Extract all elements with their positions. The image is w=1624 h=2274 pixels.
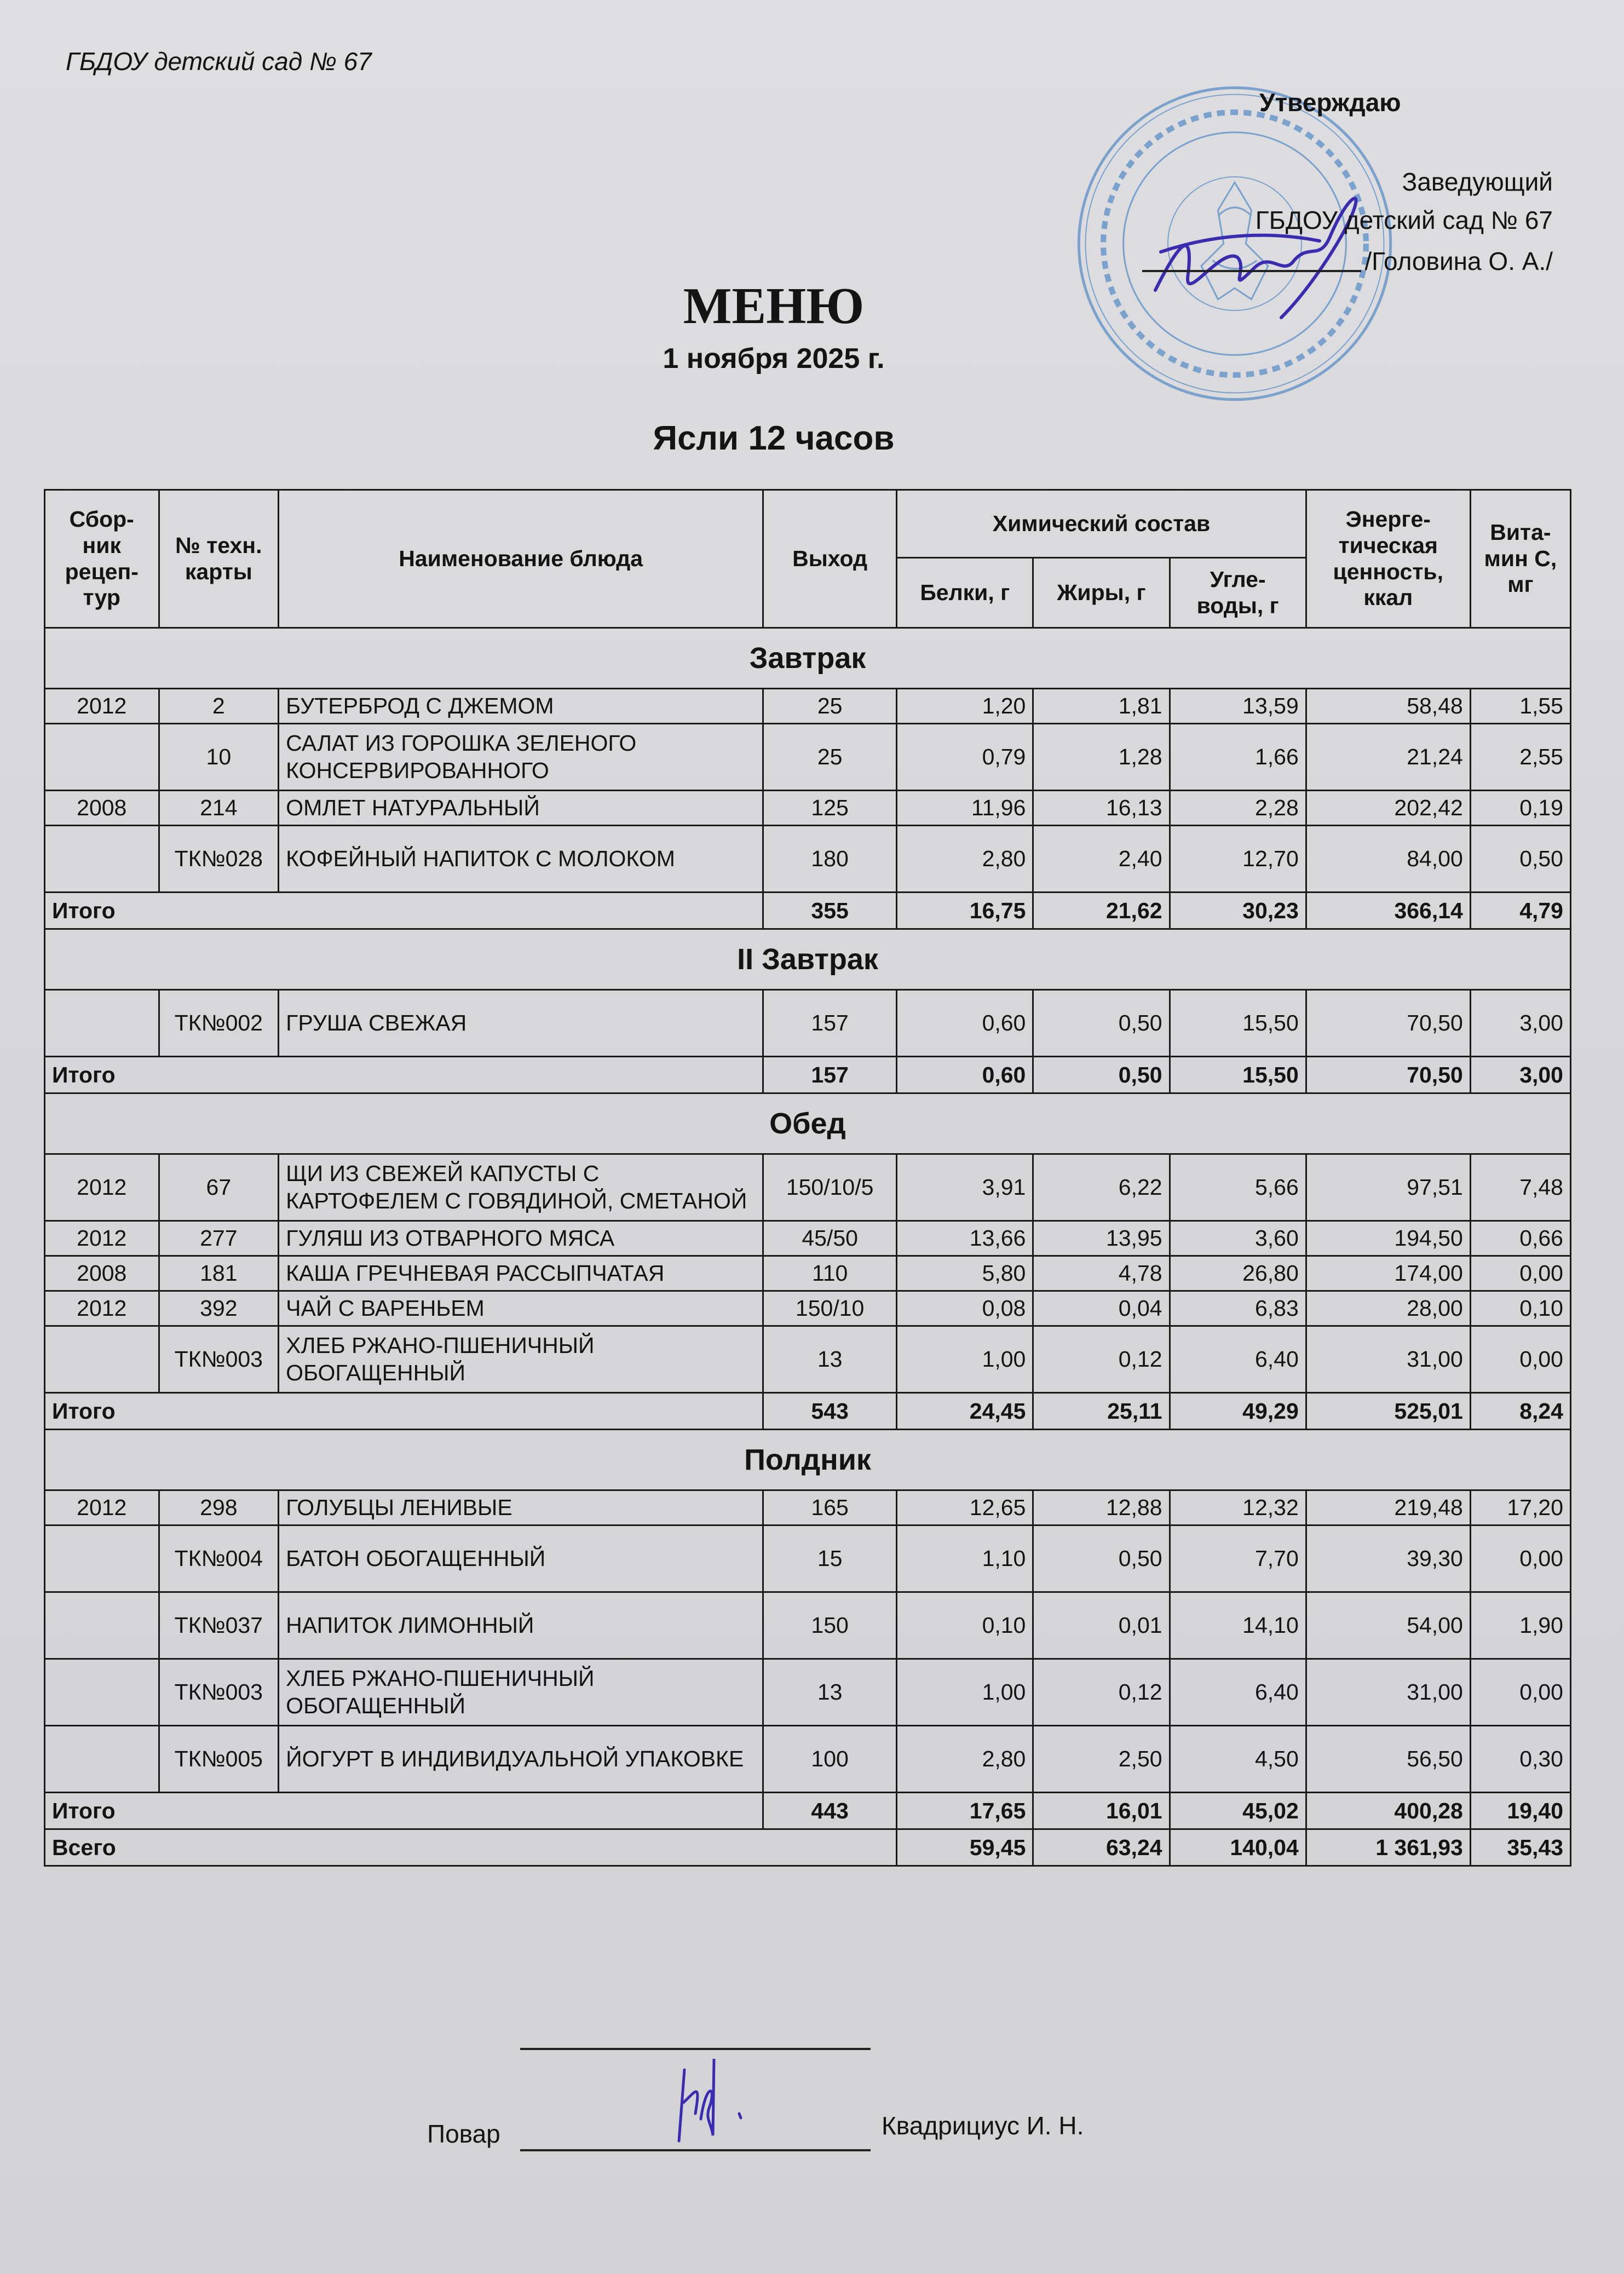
table-row (45, 1592, 1571, 1659)
cell-tech-card: ТК№037 (159, 1592, 279, 1659)
signature-line-bottom (520, 2149, 871, 2151)
cell-tech-card: ТК№005 (159, 1726, 279, 1793)
cell-tech-card: ТК№002 (159, 990, 279, 1057)
cell-carbs: 3,60 (1170, 1221, 1306, 1256)
cell-vitamin-c: 17,20 (1470, 1490, 1570, 1525)
grand-total-fats: 63,24 (1033, 1829, 1170, 1866)
total-energy: 70,50 (1306, 1057, 1470, 1093)
signature-blank (1142, 270, 1361, 272)
header-carbs: Угле-воды, г (1170, 558, 1306, 628)
cell-dish-name: ГОЛУБЦЫ ЛЕНИВЫЕ (279, 1490, 763, 1525)
cell-fats: 0,12 (1033, 1659, 1170, 1726)
cell-collection (45, 724, 159, 791)
cell-vitamin-c: 0,00 (1470, 1525, 1570, 1592)
cell-tech-card: ТК№028 (159, 826, 279, 893)
organization-header: ГБДОУ детский сад № 67 (66, 47, 372, 76)
cell-tech-card: 298 (159, 1490, 279, 1525)
cell-energy: 84,00 (1306, 826, 1470, 893)
cell-collection: 2012 (45, 1490, 159, 1525)
total-vitamin-c: 8,24 (1470, 1393, 1570, 1430)
cell-proteins: 0,60 (897, 990, 1033, 1057)
cell-dish-name: ХЛЕБ РЖАНО-ПШЕНИЧНЫЙ ОБОГАЩЕННЫЙ (279, 1659, 763, 1726)
cell-vitamin-c: 1,55 (1470, 689, 1570, 724)
table-row (45, 689, 1571, 724)
cell-carbs: 6,40 (1170, 1659, 1306, 1726)
table-row (45, 826, 1571, 893)
cell-energy: 194,50 (1306, 1221, 1470, 1256)
header-tech-card: № техн. карты (159, 490, 279, 628)
header-output: Выход (763, 490, 897, 628)
header-vitamin-c: Вита-мин С, мг (1470, 490, 1570, 628)
cell-vitamin-c: 0,00 (1470, 1659, 1570, 1726)
cell-proteins: 1,00 (897, 1659, 1033, 1726)
total-fats: 25,11 (1033, 1393, 1170, 1430)
cell-fats: 0,12 (1033, 1326, 1170, 1393)
grand-total-label: Всего (45, 1829, 897, 1866)
grand-total-vitamin-c: 35,43 (1470, 1829, 1570, 1866)
total-carbs: 30,23 (1170, 893, 1306, 929)
cell-vitamin-c: 1,90 (1470, 1592, 1570, 1659)
cell-output: 150/10 (763, 1291, 897, 1326)
cell-dish-name: САЛАТ ИЗ ГОРОШКА ЗЕЛЕНОГО КОНСЕРВИРОВАННОГО (279, 724, 763, 791)
cell-tech-card: 2 (159, 689, 279, 724)
table-row (45, 1291, 1571, 1326)
cell-fats: 0,50 (1033, 990, 1170, 1057)
total-vitamin-c: 4,79 (1470, 893, 1570, 929)
cell-collection (45, 1659, 159, 1726)
section-row (45, 628, 1571, 689)
total-carbs: 45,02 (1170, 1793, 1306, 1829)
cell-energy: 58,48 (1306, 689, 1470, 724)
cell-carbs: 15,50 (1170, 990, 1306, 1057)
table-row (45, 791, 1571, 826)
cell-output: 165 (763, 1490, 897, 1525)
cell-carbs: 12,70 (1170, 826, 1306, 893)
cell-fats: 2,50 (1033, 1726, 1170, 1793)
total-output: 355 (763, 893, 897, 929)
cell-proteins: 5,80 (897, 1256, 1033, 1291)
cook-role: Повар (427, 2120, 500, 2148)
cell-dish-name: БУТЕРБРОД С ДЖЕМОМ (279, 689, 763, 724)
cell-fats: 13,95 (1033, 1221, 1170, 1256)
cell-output: 150 (763, 1592, 897, 1659)
total-fats: 21,62 (1033, 893, 1170, 929)
cell-fats: 2,40 (1033, 826, 1170, 893)
cell-collection (45, 1726, 159, 1793)
group-name: Ясли 12 часов (653, 419, 895, 457)
cell-output: 25 (763, 724, 897, 791)
section-title: Полдник (45, 1430, 1571, 1490)
cell-vitamin-c: 0,66 (1470, 1221, 1570, 1256)
cell-energy: 31,00 (1306, 1326, 1470, 1393)
cell-carbs: 1,66 (1170, 724, 1306, 791)
cell-carbs: 4,50 (1170, 1726, 1306, 1793)
cook-name: Квадрициус И. Н. (882, 2111, 1084, 2140)
cell-fats: 0,04 (1033, 1291, 1170, 1326)
cell-output: 13 (763, 1326, 897, 1393)
table-row (45, 1490, 1571, 1525)
total-row (45, 893, 1571, 929)
cell-proteins: 11,96 (897, 791, 1033, 826)
cell-carbs: 2,28 (1170, 791, 1306, 826)
total-output: 543 (763, 1393, 897, 1430)
cook-signature (657, 2059, 799, 2146)
cell-energy: 202,42 (1306, 791, 1470, 826)
cell-dish-name: КАША ГРЕЧНЕВАЯ РАССЫПЧАТАЯ (279, 1256, 763, 1291)
cell-proteins: 13,66 (897, 1221, 1033, 1256)
cell-energy: 174,00 (1306, 1256, 1470, 1291)
cell-carbs: 12,32 (1170, 1490, 1306, 1525)
approver-organization: ГБДОУ детский сад № 67 (1255, 206, 1553, 234)
cell-collection: 2008 (45, 1256, 159, 1291)
table-row (45, 1326, 1571, 1393)
header-chemical-composition: Химический состав (897, 490, 1306, 558)
total-vitamin-c: 3,00 (1470, 1057, 1570, 1093)
cell-fats: 4,78 (1033, 1256, 1170, 1291)
grand-total-proteins: 59,45 (897, 1829, 1033, 1866)
section-title: II Завтрак (45, 929, 1571, 990)
cell-collection: 2012 (45, 1291, 159, 1326)
cell-tech-card: 181 (159, 1256, 279, 1291)
approver-signature-line (1142, 246, 1553, 276)
cell-dish-name: ЧАЙ С ВАРЕНЬЕМ (279, 1291, 763, 1326)
total-proteins: 0,60 (897, 1057, 1033, 1093)
cell-fats: 0,01 (1033, 1592, 1170, 1659)
cell-tech-card: ТК№004 (159, 1525, 279, 1592)
grand-total-energy: 1 361,93 (1306, 1829, 1470, 1866)
total-label: Итого (45, 1793, 763, 1829)
approval-title: Утверждаю (1259, 88, 1401, 117)
cell-output: 125 (763, 791, 897, 826)
grand-total-row (45, 1829, 1571, 1866)
total-proteins: 16,75 (897, 893, 1033, 929)
cell-energy: 56,50 (1306, 1726, 1470, 1793)
cell-fats: 1,81 (1033, 689, 1170, 724)
cell-energy: 97,51 (1306, 1154, 1470, 1221)
cell-proteins: 0,10 (897, 1592, 1033, 1659)
cell-output: 100 (763, 1726, 897, 1793)
header-energy: Энерге-тическая ценность, ккал (1306, 490, 1470, 628)
section-row (45, 929, 1571, 990)
cell-energy: 31,00 (1306, 1659, 1470, 1726)
header-proteins: Белки, г (897, 558, 1033, 628)
total-output: 443 (763, 1793, 897, 1829)
cell-energy: 21,24 (1306, 724, 1470, 791)
total-label: Итого (45, 1057, 763, 1093)
cell-carbs: 6,40 (1170, 1326, 1306, 1393)
header-collection: Сбор-ник рецеп-тур (45, 490, 159, 628)
cell-dish-name: НАПИТОК ЛИМОННЫЙ (279, 1592, 763, 1659)
cell-output: 25 (763, 689, 897, 724)
header-dish-name: Наименование блюда (279, 490, 763, 628)
cell-tech-card: 277 (159, 1221, 279, 1256)
cell-proteins: 1,00 (897, 1326, 1033, 1393)
total-carbs: 49,29 (1170, 1393, 1306, 1430)
total-proteins: 17,65 (897, 1793, 1033, 1829)
cell-collection (45, 1326, 159, 1393)
cell-vitamin-c: 3,00 (1470, 990, 1570, 1057)
cell-tech-card: ТК№003 (159, 1659, 279, 1726)
cell-proteins: 2,80 (897, 1726, 1033, 1793)
table-row (45, 1154, 1571, 1221)
total-carbs: 15,50 (1170, 1057, 1306, 1093)
cell-carbs: 6,83 (1170, 1291, 1306, 1326)
table-row (45, 1256, 1571, 1291)
menu-table-body (45, 628, 1571, 1866)
cell-collection: 2008 (45, 791, 159, 826)
cell-fats: 1,28 (1033, 724, 1170, 791)
section-row (45, 1430, 1571, 1490)
table-row (45, 990, 1571, 1057)
table-row (45, 724, 1571, 791)
cell-proteins: 1,10 (897, 1525, 1033, 1592)
total-energy: 400,28 (1306, 1793, 1470, 1829)
table-row (45, 1525, 1571, 1592)
cell-proteins: 3,91 (897, 1154, 1033, 1221)
cell-collection: 2012 (45, 1221, 159, 1256)
cell-fats: 16,13 (1033, 791, 1170, 826)
document-title: МЕНЮ (683, 278, 865, 335)
cell-dish-name: ГУЛЯШ ИЗ ОТВАРНОГО МЯСА (279, 1221, 763, 1256)
approver-role: Заведующий (1402, 168, 1553, 196)
cell-tech-card: 214 (159, 791, 279, 826)
approver-name: /Головина О. А./ (1364, 247, 1553, 275)
cell-vitamin-c: 0,30 (1470, 1726, 1570, 1793)
cell-vitamin-c: 2,55 (1470, 724, 1570, 791)
cell-energy: 39,30 (1306, 1525, 1470, 1592)
cook-signature-block (0, 1949, 1624, 2223)
cell-output: 110 (763, 1256, 897, 1291)
cell-vitamin-c: 0,10 (1470, 1291, 1570, 1326)
signature-line-top (520, 2048, 871, 2050)
cell-output: 180 (763, 826, 897, 893)
cell-vitamin-c: 0,50 (1470, 826, 1570, 893)
cell-carbs: 7,70 (1170, 1525, 1306, 1592)
table-row (45, 1659, 1571, 1726)
section-row (45, 1093, 1571, 1154)
total-fats: 16,01 (1033, 1793, 1170, 1829)
cell-vitamin-c: 0,00 (1470, 1256, 1570, 1291)
cell-proteins: 1,20 (897, 689, 1033, 724)
section-title: Обед (45, 1093, 1571, 1154)
cell-energy: 219,48 (1306, 1490, 1470, 1525)
cell-carbs: 14,10 (1170, 1592, 1306, 1659)
cell-proteins: 12,65 (897, 1490, 1033, 1525)
total-energy: 525,01 (1306, 1393, 1470, 1430)
table-row (45, 1726, 1571, 1793)
cell-collection: 2012 (45, 1154, 159, 1221)
cell-tech-card: 67 (159, 1154, 279, 1221)
cell-collection (45, 990, 159, 1057)
total-label: Итого (45, 1393, 763, 1430)
cell-output: 157 (763, 990, 897, 1057)
total-vitamin-c: 19,40 (1470, 1793, 1570, 1829)
cell-proteins: 0,08 (897, 1291, 1033, 1326)
cell-energy: 70,50 (1306, 990, 1470, 1057)
total-proteins: 24,45 (897, 1393, 1033, 1430)
total-output: 157 (763, 1057, 897, 1093)
cell-dish-name: КОФЕЙНЫЙ НАПИТОК С МОЛОКОМ (279, 826, 763, 893)
cell-tech-card: 392 (159, 1291, 279, 1326)
total-row (45, 1393, 1571, 1430)
cell-collection (45, 826, 159, 893)
cell-collection: 2012 (45, 689, 159, 724)
header-fats: Жиры, г (1033, 558, 1170, 628)
cell-output: 150/10/5 (763, 1154, 897, 1221)
cell-carbs: 5,66 (1170, 1154, 1306, 1221)
grand-total-carbs: 140,04 (1170, 1829, 1306, 1866)
cell-output: 45/50 (763, 1221, 897, 1256)
cell-dish-name: ЩИ ИЗ СВЕЖЕЙ КАПУСТЫ С КАРТОФЕЛЕМ С ГОВЯДИНОЙ, СМЕТАНОЙ (279, 1154, 763, 1221)
cell-carbs: 26,80 (1170, 1256, 1306, 1291)
cell-dish-name: БАТОН ОБОГАЩЕННЫЙ (279, 1525, 763, 1592)
cell-vitamin-c: 7,48 (1470, 1154, 1570, 1221)
cell-fats: 6,22 (1033, 1154, 1170, 1221)
cell-dish-name: ГРУША СВЕЖАЯ (279, 990, 763, 1057)
cell-tech-card: 10 (159, 724, 279, 791)
cell-proteins: 0,79 (897, 724, 1033, 791)
cell-fats: 0,50 (1033, 1525, 1170, 1592)
table-row (45, 1221, 1571, 1256)
total-energy: 366,14 (1306, 893, 1470, 929)
cell-vitamin-c: 0,19 (1470, 791, 1570, 826)
cell-output: 15 (763, 1525, 897, 1592)
total-row (45, 1793, 1571, 1829)
total-row (45, 1057, 1571, 1093)
cell-energy: 54,00 (1306, 1592, 1470, 1659)
cell-carbs: 13,59 (1170, 689, 1306, 724)
cell-fats: 12,88 (1033, 1490, 1170, 1525)
menu-table (44, 489, 1571, 1867)
total-fats: 0,50 (1033, 1057, 1170, 1093)
cell-vitamin-c: 0,00 (1470, 1326, 1570, 1393)
cell-collection (45, 1525, 159, 1592)
menu-date: 1 ноября 2025 г. (663, 343, 885, 375)
cell-collection (45, 1592, 159, 1659)
cell-proteins: 2,80 (897, 826, 1033, 893)
cell-dish-name: ЙОГУРТ В ИНДИВИДУАЛЬНОЙ УПАКОВКЕ (279, 1726, 763, 1793)
cell-dish-name: ОМЛЕТ НАТУРАЛЬНЫЙ (279, 791, 763, 826)
cell-tech-card: ТК№003 (159, 1326, 279, 1393)
section-title: Завтрак (45, 628, 1571, 689)
total-label: Итого (45, 893, 763, 929)
cell-dish-name: ХЛЕБ РЖАНО-ПШЕНИЧНЫЙ ОБОГАЩЕННЫЙ (279, 1326, 763, 1393)
cell-output: 13 (763, 1659, 897, 1726)
cell-energy: 28,00 (1306, 1291, 1470, 1326)
